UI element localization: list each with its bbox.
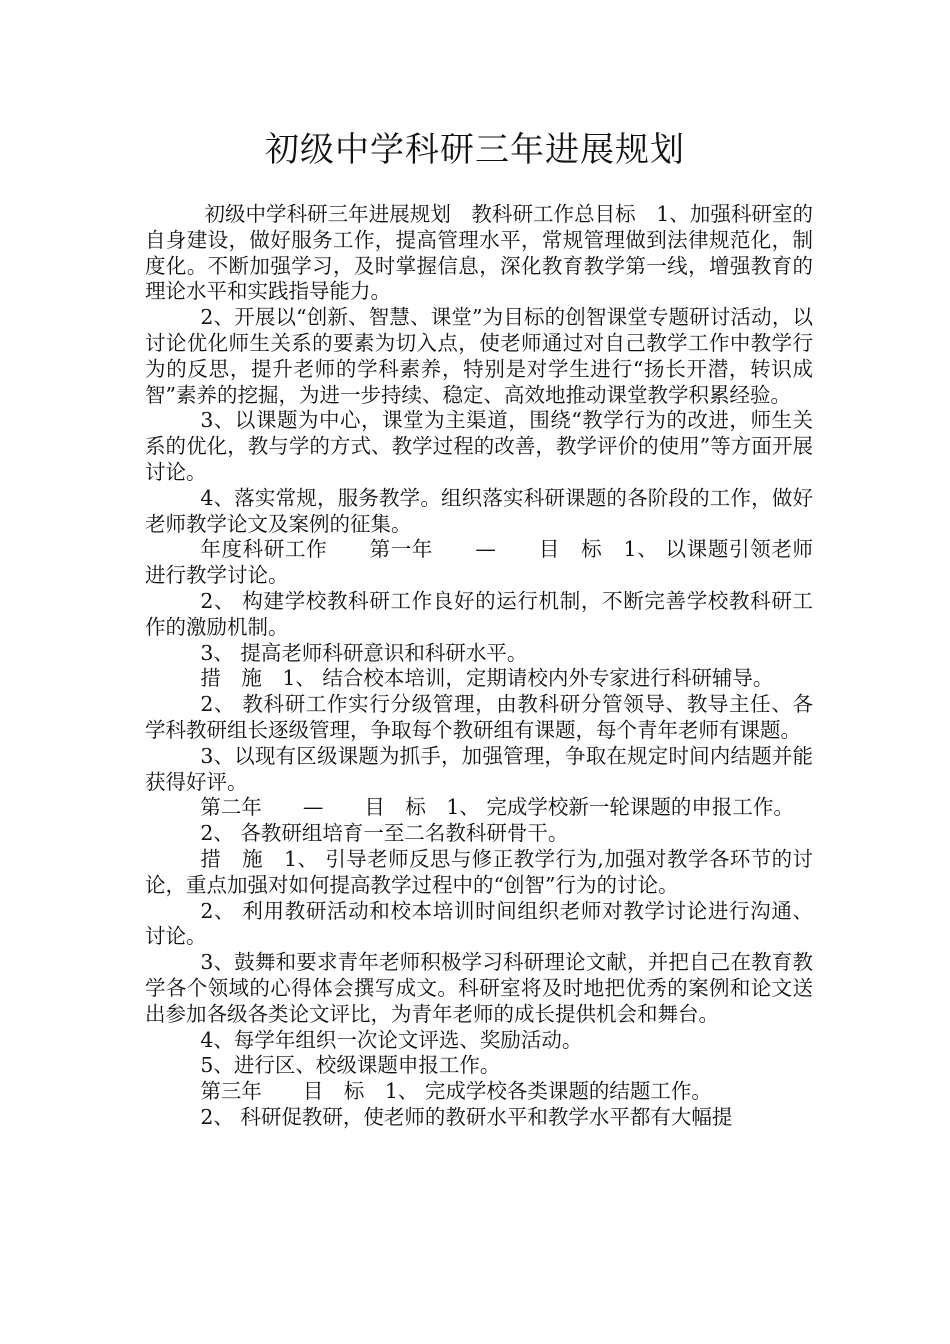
paragraph: 2、 利用教研活动和校本培训时间组织老师对教学讨论进行沟通、讨论。 xyxy=(145,898,813,949)
document-body xyxy=(145,202,813,1131)
paragraph: 3、鼓舞和要求青年老师积极学习科研理论文献，并把自己在教育教学各个领域的心得体会撰写成文。科研室将及时地把优秀的案例和论文送出参加各级各类论文评比，为青年老师的成长提供机会和舞台。 xyxy=(145,950,813,1026)
paragraph: 年度科研工作 第一年 — 目 标 1、 以课题引领老师进行教学讨论。 xyxy=(145,537,813,588)
paragraph: 4、每学年组织一次论文评选、奖励活动。 xyxy=(200,1027,583,1052)
paragraph: 第三年 目 标 1、 完成学校各类课题的结题工作。 xyxy=(200,1079,712,1104)
paragraph: 初级中学科研三年进展规划 教科研工作总目标 1、加强科研室的自身建设，做好服务工作，提高管理水平，常规管理做到法律规范化，制度化。不断加强学习，及时掌握信息，深化教育教学第一线，增强教育的理论水平和实践指导能力。 xyxy=(145,202,813,304)
paragraph: 3、以课题为中心，课堂为主渠道，围绕“教学行为的改进，师生关系的优化，教与学的方式、教学过程的改善，教学评价的使用”等方面开展讨论。 xyxy=(145,408,813,484)
paragraph: 2、 构建学校教科研工作良好的运行机制，不断完善学校教科研工作的激励机制。 xyxy=(145,588,813,639)
paragraph: 4、落实常规，服务教学。组织落实科研课题的各阶段的工作，做好老师教学论文及案例的征集。 xyxy=(145,485,813,536)
paragraph: 5、进行区、校级课题申报工作。 xyxy=(200,1053,501,1078)
paragraph: 措 施 1、 引导老师反思与修正教学行为,加强对教学各环节的讨论，重点加强对如何提高教学过程中的“创智”行为的讨论。 xyxy=(145,846,813,897)
paragraph: 2、 教科研工作实行分级管理，由教科研分管领导、教导主任、各学科教研组长逐级管理，争取每个教研组有课题，每个青年老师有课题。 xyxy=(145,692,813,742)
paragraph: 3、以现有区级课题为抓手，加强管理，争取在规定时间内结题并能获得好评。 xyxy=(145,743,813,794)
document-title: 初级中学科研三年进展规划 xyxy=(265,130,685,170)
paragraph: 2、 科研促教研，使老师的教研水平和教学水平都有大幅提 xyxy=(200,1104,733,1129)
paragraph: 3、 提高老师科研意识和科研水平。 xyxy=(200,640,528,665)
paragraph: 2、开展以“创新、智慧、课堂”为目标的创智课堂专题研讨活动，以讨论优化师生关系的要素为切入点，使老师通过对自己教学工作中教学行为的反思，提升老师的学科素养，特别是对学生进行“扬长开潜，转识成智”素养的挖掘，为进一步持续、稳定、高效地推动课堂教学积累经验。 xyxy=(145,305,813,407)
paragraph: 措 施 1、 结合校本培训，定期请校内外专家进行科研辅导。 xyxy=(200,666,774,691)
paragraph: 第二年 — 目 标 1、 完成学校新一轮课题的申报工作。 xyxy=(200,795,794,820)
paragraph: 2、 各教研组培育一至二名教科研骨干。 xyxy=(200,821,569,846)
